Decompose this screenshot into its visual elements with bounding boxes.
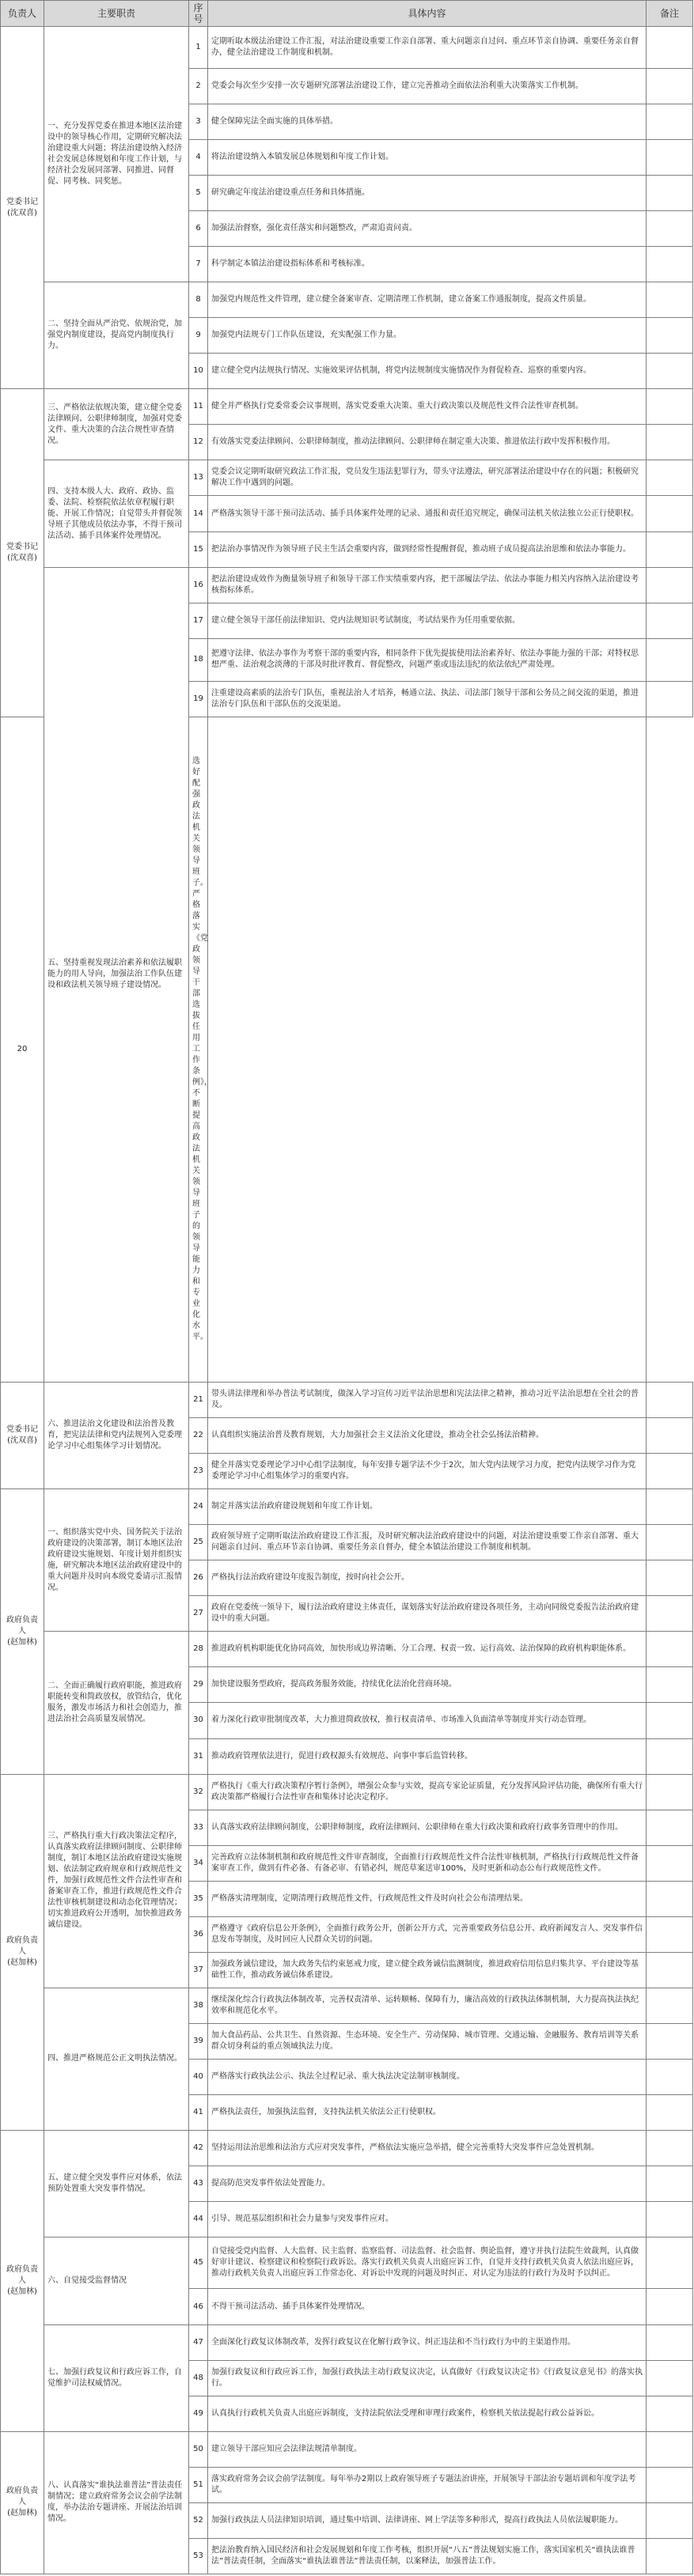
duty-cell: 二、坚持全面从严治党、依规治党，加强党内制度建设，提高党内制度执行力。 bbox=[44, 282, 189, 389]
detail-cell: 着力深化行政审批制度改革，大力推进简政放权，推行权责清单、市场准入负面清单等制度并实行动态管理。 bbox=[208, 1703, 647, 1738]
detail-cell: 认真组织实施法治普及教育规划，大力加强社会主义法治文化建设，推动全社会弘扬法治精神。 bbox=[208, 1418, 647, 1454]
detail-cell: 严格遵守《政府信息公开条例》，全面推行政务公开，创新公开方式，完善重要政务信息公开、政府新闻发言人、突发事件信息发布等制度，及时回应人民群众关切的问题。 bbox=[208, 1916, 647, 1952]
detail-cell: 加强行政复议和行政应诉工作，加强行政执法主动行政复议决定，认真做好《行政复议决定书》《行政复议意见书》的落实执行。 bbox=[208, 2360, 647, 2396]
number-cell: 9 bbox=[189, 318, 208, 354]
remark-cell bbox=[647, 496, 693, 531]
detail-cell: 认真落实政府法律顾问制度，公职律师制度，政府法律顾问、公职律师在重大行政决策和政府行政事务管理中的作用。 bbox=[208, 1810, 647, 1845]
detail-cell: 定期听取本级法治建设工作汇报，对法治建设重要工作亲自部署、重大问题亲自过问、重点环节亲自协调、重要任务亲自督办，健全法治建设工作制度和机制。 bbox=[208, 27, 647, 69]
remark-cell bbox=[647, 1667, 693, 1703]
header-detail: 具体内容 bbox=[208, 1, 647, 27]
detail-cell: 带头讲法律理和举办普法考试制度，做深入学习宣传习近平法治思想和宪法法律之精神，推动习近平法治思想在全社会的普及。 bbox=[208, 1383, 647, 1418]
detail-cell: 完善政府立法体制机制和政府规范性文件审查制度，全面推行行政规范性文件合法性审核机制，严格执行行政规范性文件备案审查工作，做到有件必备、有备必审、有错必纠，规范草案送审100%，及时更新和动态公布行政规范性文件。 bbox=[208, 1845, 647, 1881]
remark-cell bbox=[647, 282, 693, 318]
remark-cell bbox=[647, 104, 693, 139]
remark-cell bbox=[647, 68, 693, 104]
duty-cell: 四、支持本级人大、政府、政协、监委、法院、检察院依法依章程履行职能、开展工作情况；自觉带头并督促领导班子其他成员依法办事，不得干预司法活动、插手具体案件处理情况。 bbox=[44, 460, 189, 567]
detail-cell: 建立健全党内法规执行情况、实施效果评估机制，将党内法规制度实施情况作为督促检查、巡察的重要内容。 bbox=[208, 354, 647, 389]
number-cell: 53 bbox=[189, 2538, 208, 2574]
remark-cell bbox=[647, 1418, 693, 1454]
detail-cell: 政府在党委统一领导下，履行法治政府建设主体责任，谋划落实好法治政府建设各项任务，主动向同级党委报告法治政府建设中的重大问题。 bbox=[208, 1596, 647, 1632]
remark-cell bbox=[647, 247, 693, 282]
detail-cell: 制定并落实法治政府建设规划和年度工作计划。 bbox=[208, 1489, 647, 1525]
detail-cell: 将法治建设纳入本镇发展总体规划和年度工作计划。 bbox=[208, 140, 647, 176]
number-cell: 21 bbox=[189, 1383, 208, 1418]
number-cell: 38 bbox=[189, 1988, 208, 2023]
number-cell: 25 bbox=[189, 1525, 208, 1560]
number-cell: 14 bbox=[189, 496, 208, 531]
number-cell: 13 bbox=[189, 460, 208, 496]
number-cell: 35 bbox=[189, 1881, 208, 1916]
detail-cell: 党委会每次至少安排一次专题研究部署法治建设工作，建立完善推动全面依法治利重大决策落实工作机制。 bbox=[208, 68, 647, 104]
remark-cell bbox=[647, 425, 693, 460]
number-cell: 8 bbox=[189, 282, 208, 318]
remark-cell bbox=[647, 2324, 693, 2360]
number-cell: 20 bbox=[1, 717, 44, 1382]
number-cell: 15 bbox=[189, 531, 208, 567]
remark-cell bbox=[647, 211, 693, 247]
number-cell: 16 bbox=[189, 567, 208, 603]
number-cell: 31 bbox=[189, 1738, 208, 1774]
remark-cell bbox=[647, 140, 693, 176]
detail-cell: 继续深化综合行政执法体制改革，完善权责清单、运转顺畅、保障有力，廉洁高效的行政执法体制机制，大力提高执法执纪效率和规范化水平。 bbox=[208, 1988, 647, 2023]
detail-cell: 落实政府常务会议会前学法制度。每年举办2期以上政府领导班子专题法治讲座，开展领导干部法治专题培训和年度学法考试。 bbox=[208, 2467, 647, 2502]
remark-cell bbox=[647, 1560, 693, 1596]
duty-cell: 六、推进法治文化建设和法治普及教育，把宪法法律和党内法规列入党委理论学习中心组集体学习计划情况。 bbox=[44, 1383, 189, 1489]
number-cell: 44 bbox=[189, 2202, 208, 2237]
duty-cell: 七、加强行政复议和行政应诉工作，自觉维护司法权威情况。 bbox=[44, 2324, 189, 2431]
remark-cell bbox=[647, 1383, 693, 1418]
number-cell: 17 bbox=[189, 603, 208, 638]
remark-cell bbox=[647, 389, 693, 425]
number-cell: 18 bbox=[189, 638, 208, 681]
remark-cell bbox=[647, 2059, 693, 2094]
duty-cell: 五、坚持重视发现法治素养和依法履职能力的用人导向，加强法治工作队伍建设和政法机关领导班子建设情况。 bbox=[44, 567, 189, 1382]
remark-cell bbox=[647, 1738, 693, 1774]
remark-cell bbox=[647, 1952, 693, 1988]
number-cell: 24 bbox=[189, 1489, 208, 1525]
remark-cell bbox=[647, 2131, 693, 2166]
remark-cell bbox=[647, 2202, 693, 2237]
detail-cell: 有效落实党委法律顾问、公职律师制度，推动法律顾问、公职律师在制定重大决策、推进依法行政中发挥积极作用。 bbox=[208, 425, 647, 460]
detail-cell: 加强法治督察，强化责任落实和问题整改，严肃追责问责。 bbox=[208, 211, 647, 247]
detail-cell: 加强党内规范性文件管理，建立健全备案审查、定期清理工作机制，建立备案工作通报制度，提高文件质量。 bbox=[208, 282, 647, 318]
number-cell: 52 bbox=[189, 2502, 208, 2538]
number-cell: 41 bbox=[189, 2094, 208, 2130]
detail-cell: 科学制定本镇法治建设指标体系和考核标准。 bbox=[208, 247, 647, 282]
remark-cell bbox=[647, 318, 693, 354]
duty-cell: 五、建立健全突发事件应对体系，依法预防处置重大突发事件情况。 bbox=[44, 2131, 189, 2237]
detail-cell: 严格执法责任，加强执法监督，支持执法机关依法公正行使职权。 bbox=[208, 2094, 647, 2130]
detail-cell: 全面深化行政复议体制改革，发挥行政复议在化解行政争议、纠正违法和不当行政行为中的主渠道作用。 bbox=[208, 2324, 647, 2360]
detail-cell: 严格执行法治政府建设年度报告制度，按时向社会公开。 bbox=[208, 1560, 647, 1596]
owner-cell: 党委书记 (沈双喜) bbox=[1, 389, 44, 717]
owner-cell: 党委书记 (沈双喜) bbox=[1, 27, 44, 389]
number-cell: 28 bbox=[189, 1632, 208, 1667]
owner-cell: 政府负责人 (赵加林) bbox=[1, 1489, 44, 1774]
number-cell: 51 bbox=[189, 2467, 208, 2502]
remark-cell bbox=[647, 1916, 693, 1952]
number-cell: 5 bbox=[189, 176, 208, 211]
remark-cell bbox=[647, 681, 693, 717]
number-cell: 48 bbox=[189, 2360, 208, 2396]
number-cell: 26 bbox=[189, 1560, 208, 1596]
detail-cell: 把法治办事情况作为领导班子民主生活会重要内容，做到经常性提醒督促，推动班子成员提高法治思维和依法办事能力。 bbox=[208, 531, 647, 567]
detail-cell: 把遵守法律、依法办事作为考察干部的重要内容，相同条件下优先提拔使用法治素养好、依法办事能力强的干部；对特权思想严重、法治观念淡薄的干部及时批评教育、督促整改，问题严重或违法违纪的依法依纪严肃处理。 bbox=[208, 638, 647, 681]
remark-cell bbox=[647, 1703, 693, 1738]
table-row bbox=[1, 1774, 693, 1810]
number-cell: 37 bbox=[189, 1952, 208, 1988]
remark-cell bbox=[647, 1774, 693, 1810]
remark-cell bbox=[647, 1454, 693, 1489]
detail-cell: 加强行政执法人员法律知识培训，通过集中培训、法律讲座、网上学法等多种形式，提高行政执法人员依法履职能力。 bbox=[208, 2502, 647, 2538]
remark-cell bbox=[647, 2360, 693, 2396]
number-cell: 6 bbox=[189, 211, 208, 247]
number-cell: 40 bbox=[189, 2059, 208, 2094]
detail-cell: 加快建设服务型政府，提高政务服务效能，持续优化法治化营商环境。 bbox=[208, 1667, 647, 1703]
header-duty: 主要职责 bbox=[44, 1, 189, 27]
detail-cell: 引导、规范基层组织和社会力量参与突发事件应对。 bbox=[208, 2202, 647, 2237]
remark-cell bbox=[647, 2094, 693, 2130]
remark-cell bbox=[647, 567, 693, 603]
table-row bbox=[1, 1489, 693, 1525]
header-owner: 负责人 bbox=[1, 1, 44, 27]
remark-cell bbox=[647, 638, 693, 681]
number-cell: 22 bbox=[189, 1418, 208, 1454]
table-row bbox=[1, 389, 693, 425]
detail-cell: 注重建设高素质的法治专门队伍，重视法治人才培养，畅通立法、执法、司法部门领导干部和公务员之间交流的渠道，推进法治专门队伍和干部队伍的交流渠道。 bbox=[208, 681, 647, 717]
detail-cell: 严格落实领导干部干预司法活动、插手具体案件处理的记录、通报和责任追究规定，确保司法机关依法独立公正行使职权。 bbox=[208, 496, 647, 531]
remark-cell bbox=[647, 2237, 693, 2289]
number-cell: 30 bbox=[189, 1703, 208, 1738]
detail-cell: 健全保障宪法全面实施的具体举措。 bbox=[208, 104, 647, 139]
number-cell: 42 bbox=[189, 2131, 208, 2166]
number-cell: 7 bbox=[189, 247, 208, 282]
remark-cell bbox=[647, 531, 693, 567]
number-cell: 46 bbox=[189, 2289, 208, 2324]
number-cell: 11 bbox=[189, 389, 208, 425]
owner-cell: 政府负责人 (赵加林) bbox=[1, 2131, 44, 2432]
table-row bbox=[1, 567, 693, 603]
duty-cell: 一、充分发挥党委在推进本地区法治建设中的领导核心作用，定期研究解决法治建设重大问题；将法治建设纳入经济社会发展总体规划和年度工作计划，与经济社会发展同部署、同推进、同督促、同考核、同奖惩。 bbox=[44, 27, 189, 282]
duty-cell: 三、严格执行重大行政决策法定程序，认真落实政府法律顾问制度、公职律师制度，制订本地区法治政府建设实施规划、依法制定政府规章和行政规范性文件，加强行政规范性文件合法性审查和备案审查工作，推进行政规范性文件合法性审核机制建设和动态化管理情况；切实推进政府公开透明，加快推进政务诚信建设。 bbox=[44, 1774, 189, 1988]
header-remark: 备注 bbox=[647, 1, 693, 27]
table-row bbox=[1, 27, 693, 69]
table-row bbox=[1, 1632, 693, 1667]
table-row bbox=[1, 2431, 693, 2467]
number-cell: 36 bbox=[189, 1916, 208, 1952]
remark-cell bbox=[647, 1881, 693, 1916]
number-cell: 50 bbox=[189, 2431, 208, 2467]
number-cell: 10 bbox=[189, 354, 208, 389]
number-cell: 2 bbox=[189, 68, 208, 104]
detail-cell: 推动政府管理依法进行，促进行政权源头有效规范、向事中事后监管转移。 bbox=[208, 1738, 647, 1774]
detail-cell: 自觉接受党内监督、人大监督、民主监督、监察监督、司法监督、社会监督、舆论监督，遵守并执行法院生效裁判，认真做好审计建议、检察建议和检察院行政诉讼。落实行政机关负责人出庭应诉工作，自觉并支持行政机关负责人依法出庭应诉，推动行政机关负责人出庭应诉工作常态化、对诉讼中发现的问题及时纠正、对认定为违法的行政行为及时予以纠正。 bbox=[208, 2237, 647, 2289]
detail-cell: 严格执行《重大行政决策程序暂行条例》，增强公众参与实效，提高专家论证质量，充分发挥风险评估功能，确保所有重大行政决策都严格履行合法性审查和集体讨论决定程序。 bbox=[208, 1774, 647, 1810]
detail-cell: 建立领导干部应知应会法律法规清单制度。 bbox=[208, 2431, 647, 2467]
remark-cell bbox=[647, 2502, 693, 2538]
remark-cell bbox=[647, 1489, 693, 1525]
number-cell: 45 bbox=[189, 2237, 208, 2289]
remark-cell bbox=[647, 176, 693, 211]
number-cell: 29 bbox=[189, 1667, 208, 1703]
detail-cell: 坚持运用法治思维和法治方式应对突发事件，严格依法实施应急举措，健全完善重特大突发事件应急处置机制。 bbox=[208, 2131, 647, 2166]
detail-cell: 严格落实行政执法公示、执法全过程记录、重大执法决定法制审核制度。 bbox=[208, 2059, 647, 2094]
remark-cell bbox=[647, 1596, 693, 1632]
remark-cell bbox=[647, 460, 693, 496]
number-cell: 32 bbox=[189, 1774, 208, 1810]
remark-cell bbox=[647, 1525, 693, 1560]
number-cell: 27 bbox=[189, 1596, 208, 1632]
owner-cell: 党委书记 (沈双喜) bbox=[1, 1383, 44, 1489]
table-row bbox=[1, 282, 693, 318]
remark-cell bbox=[647, 1632, 693, 1667]
remark-cell bbox=[647, 354, 693, 389]
remark-cell bbox=[647, 2431, 693, 2467]
number-cell: 33 bbox=[189, 1810, 208, 1845]
remark-cell bbox=[647, 2166, 693, 2202]
table-row bbox=[1, 1988, 693, 2023]
detail-cell: 健全并落实党委理论学习中心组学法制度，每年安排专题学法不少于2次，加大党内法规学习力度，把党内法规学习作为党委理论学习中心组集体学习的重要内容。 bbox=[208, 1454, 647, 1489]
detail-cell: 选好配强政法机关领导班子。严格落实《党政领导干部选拔任用工作条例》，不断提高政法机关领导班子的领导能力和专业化水平。 bbox=[189, 717, 208, 1382]
number-cell: 3 bbox=[189, 104, 208, 139]
remark-cell bbox=[647, 2396, 693, 2431]
owner-cell: 政府负责人 (赵加林) bbox=[1, 1774, 44, 2130]
remark-cell bbox=[647, 2289, 693, 2324]
number-cell: 49 bbox=[189, 2396, 208, 2431]
duty-cell: 一、组织落实党中央、国务院关于法治政府建设的决策部署，制订本地区法治政府建设实施规划、年度计划并组织实施，研究解决本地区法治政府建设中的重大问题并及时向本级党委请示汇报情况。 bbox=[44, 1489, 189, 1632]
duty-cell: 二、全面正确履行政府职能，推进政府职能转变和简政放权，放管结合，优化服务，激发市场活力和社会创造力，推进法治社会高质量发展情况。 bbox=[44, 1632, 189, 1774]
owner-cell: 政府负责人 (赵加林) bbox=[1, 2431, 44, 2574]
number-cell: 1 bbox=[189, 27, 208, 69]
number-cell: 23 bbox=[189, 1454, 208, 1489]
remark-cell bbox=[647, 2467, 693, 2502]
detail-cell: 推进政府机构职能优化协同高效，加快形成边界清晰、分工合理、权责一致、运行高效、法治保障的政府机构职能体系。 bbox=[208, 1632, 647, 1667]
number-cell: 43 bbox=[189, 2166, 208, 2202]
number-cell: 47 bbox=[189, 2324, 208, 2360]
detail-cell: 不得干预司法活动、插手具体案件处理情况。 bbox=[208, 2289, 647, 2324]
detail-cell: 党委会议定期听取研究政法工作汇报，党员发生违法犯罪行为，带头守法遵法，研究部署法治建设中存在的问题；积极研究解决工作中遇到的问题。 bbox=[208, 460, 647, 496]
number-cell: 12 bbox=[189, 425, 208, 460]
table-row bbox=[1, 1383, 693, 1418]
remark-cell bbox=[647, 2023, 693, 2059]
detail-cell: 研究确定年度法治建设重点任务和具体措施。 bbox=[208, 176, 647, 211]
remark-cell bbox=[647, 2538, 693, 2574]
duty-cell: 三、严格依法依规决策，建立健全党委法律顾问、公职律师制度，加强对党委文件、重大决策的合法合规性审查情况。 bbox=[44, 389, 189, 460]
detail-cell: 加大食品药品、公共卫生、自然资源、生态环境、安全生产、劳动保障、城市管理、交通运输、金融服务、教育培训等关系群众切身利益的重点领域执法力度。 bbox=[208, 2023, 647, 2059]
number-cell: 39 bbox=[189, 2023, 208, 2059]
remark-cell bbox=[647, 1810, 693, 1845]
remark-cell bbox=[647, 603, 693, 638]
duty-cell: 四、推进严格规范公正文明执法情况。 bbox=[44, 1988, 189, 2130]
detail-cell: 建立健全领导干部任前法律知识、党内法规知识考试制度，考试结果作为任用重要依据。 bbox=[208, 603, 647, 638]
remark-cell bbox=[647, 27, 693, 69]
duty-cell: 八、认真落实“谁执法谁普法”普法责任制情况；建立政府常务会议会前学法制度，举办法治专题讲座、开展法治培训情况。 bbox=[44, 2431, 189, 2574]
detail-cell: 把法治教育纳入国民经济和社会发展规划和年度工作考核，组织开展“八五”普法规划实施工作，落实国家机关“谁执法谁普法”普法责任制，全面落实“谁执法谁普法”普法责任制，以案释法，加强普法工作。 bbox=[208, 2538, 647, 2574]
header-number: 序号 bbox=[189, 1, 208, 27]
remark-cell bbox=[208, 717, 647, 1382]
detail-cell: 提高防范突发事件依法处置能力。 bbox=[208, 2166, 647, 2202]
remark-cell bbox=[647, 1845, 693, 1881]
detail-cell: 健全并严格执行党委常委会议事规则，落实党委重大决策、重大行政决策以及规范性文件合法性审查机制。 bbox=[208, 389, 647, 425]
detail-cell: 加强政务诚信建设，加大政务失信约束惩戒力度，建立健全政务诚信监测制度，推进政府信用信息归集共享、平台建设等基础性工作，推动政务诚信体系建设。 bbox=[208, 1952, 647, 1988]
detail-cell: 认真执行行政机关负责人出庭应诉制度，支持法院依法受理和审理行政案件，检察机关依法提起行政公益诉讼。 bbox=[208, 2396, 647, 2431]
number-cell: 4 bbox=[189, 140, 208, 176]
number-cell: 19 bbox=[189, 681, 208, 717]
header-row bbox=[1, 1, 693, 27]
table-row bbox=[1, 2324, 693, 2360]
detail-cell: 严格落实清理制度，定期清理行政规范性文件，行政规范性文件及时向社会公布清理结果。 bbox=[208, 1881, 647, 1916]
duty-cell: 六、自觉接受监督情况 bbox=[44, 2237, 189, 2324]
table-row bbox=[1, 2131, 693, 2166]
detail-cell: 把法治建设成效作为衡量领导班子和领导干部工作实绩重要内容，把干部履法学法、依法办事能力相关内容纳入法治建设考核指标体系。 bbox=[208, 567, 647, 603]
detail-cell: 政府领导班子定期听取法治政府建设工作汇报，及时研究解决法治政府建设中的问题，对法治建设重要工作亲自部署、重大问题亲自过问、重点环节亲自协调、重要任务亲自督办，健全本镇法治建设工作制度和机制。 bbox=[208, 1525, 647, 1560]
detail-cell: 加强党内法规专门工作队伍建设，充实配强工作力量。 bbox=[208, 318, 647, 354]
remark-cell bbox=[647, 1988, 693, 2023]
number-cell: 34 bbox=[189, 1845, 208, 1881]
table-row bbox=[1, 2237, 693, 2289]
table-row bbox=[1, 460, 693, 496]
